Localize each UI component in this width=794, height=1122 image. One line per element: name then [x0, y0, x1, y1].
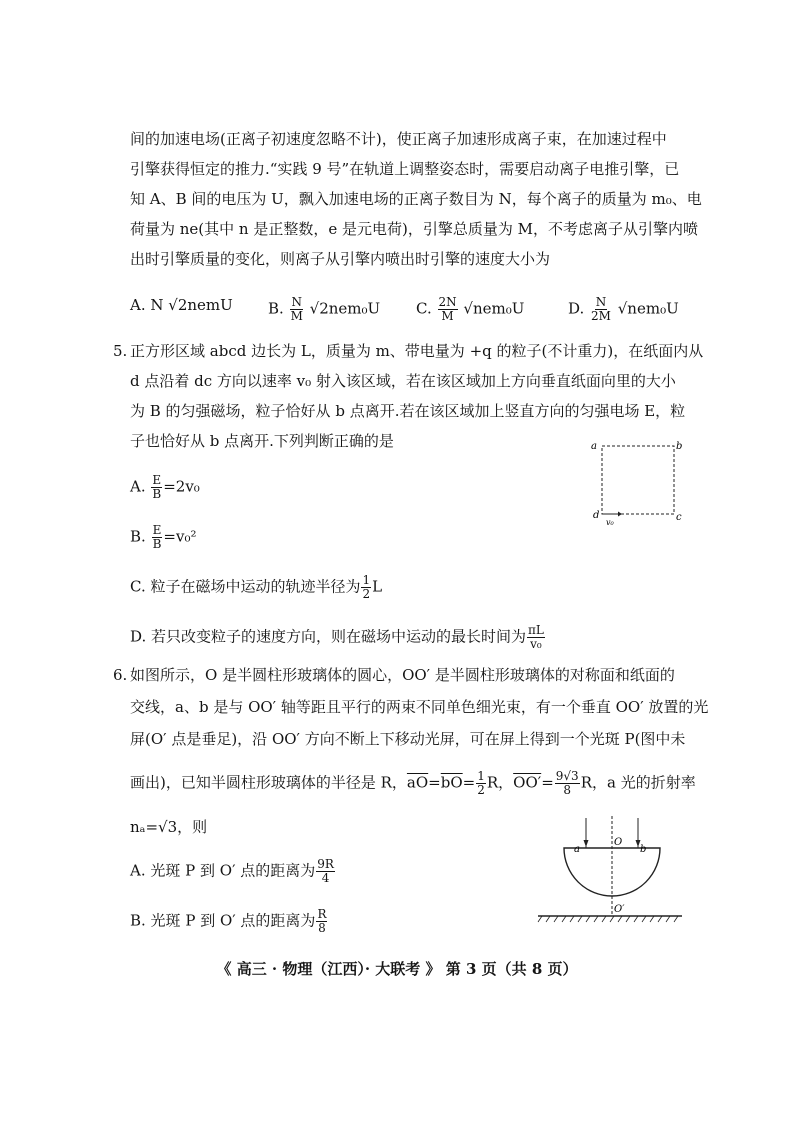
square-outline — [602, 446, 674, 514]
fraction-den: 2 — [362, 587, 371, 601]
fraction-num: πL — [528, 623, 544, 637]
equals: = — [462, 773, 476, 792]
q5-line-1: 正方形区域 abcd 边长为 L，质量为 m、带电量为 +q 的粒子(不计重力)，在纸面内从 — [130, 342, 704, 360]
label-b: b — [640, 844, 647, 855]
page-footer: 《 高三 · 物理（江西）· 大联考 》 第 3 页（共 8 页） — [216, 960, 578, 978]
q4-option-c — [416, 296, 524, 323]
beam-a-arrowhead — [584, 840, 589, 847]
fraction — [151, 474, 162, 501]
fraction-num: N — [291, 295, 302, 309]
q6-line-3: 屏(O′ 点是垂足)，沿 OO′ 方向不断上下移动光屏，可在屏上得到一个光斑 P(图中未 — [130, 730, 686, 748]
fraction-den: B — [152, 537, 162, 551]
line-text: 画出)，已知半圆柱形玻璃体的半径是 R， — [130, 773, 407, 792]
fraction — [555, 770, 580, 797]
fraction — [361, 574, 371, 601]
q6-line-4 — [130, 770, 696, 797]
velocity-arrowhead — [618, 512, 622, 517]
fraction-den: M — [441, 309, 454, 323]
fraction-num: 9R — [317, 857, 334, 871]
option-label: A. — [130, 296, 146, 314]
option-text: L — [372, 577, 383, 596]
fraction — [290, 296, 304, 323]
screen-hatching — [538, 916, 678, 922]
fraction-den: 8 — [318, 921, 326, 935]
equals: = — [428, 773, 441, 792]
fraction — [476, 770, 486, 797]
q5-option-a — [130, 474, 200, 501]
option-label: B. — [268, 299, 284, 318]
option-text: A. 光斑 P 到 O′ 点的距离为 — [130, 861, 316, 880]
option-text: =2v₀ — [163, 477, 200, 496]
equals: = — [541, 773, 554, 792]
q6-line-5: nₐ=√3，则 — [130, 818, 208, 836]
option-label: D. — [568, 299, 585, 318]
segment-ao: $\overline{aO}$ — [406, 773, 429, 792]
option-text: B. 光斑 P 到 O′ 点的距离为 — [130, 911, 316, 930]
option-label: A. — [130, 477, 146, 496]
option-text: C. 粒子在磁场中运动的轨迹半径为 — [130, 577, 361, 596]
option-text: √nem₀U — [463, 299, 525, 318]
label-a: a — [591, 441, 597, 452]
fraction-num: 2N — [438, 295, 457, 309]
q5-square-figure — [588, 438, 688, 528]
fraction-den: 2 — [477, 783, 485, 797]
label-c: c — [676, 512, 682, 523]
q5-option-c — [130, 574, 382, 601]
fraction-den: 8 — [563, 783, 572, 797]
option-text: N √2nemU — [150, 296, 233, 314]
q4-option-d — [568, 296, 679, 323]
q4-line-4: 荷量为 ne(其中 n 是正整数，e 是元电荷)，引擎总质量为 M，不考虑离子从引擎内喷 — [130, 220, 698, 238]
q4-line-1: 间的加速电场(正离子初速度忽略不计)，使正离子加速形成离子束，在加速过程中 — [130, 130, 667, 148]
segment-bo: $\overline{bO}$ — [440, 773, 463, 792]
option-text: √2nem₀U — [309, 299, 381, 318]
label-b: b — [676, 441, 683, 452]
fraction-num: 1 — [362, 573, 371, 587]
fraction — [438, 296, 458, 323]
option-text: =v₀² — [163, 527, 197, 546]
fraction — [316, 908, 327, 935]
fraction — [316, 858, 335, 885]
q6-number: 6. — [113, 666, 128, 684]
q5-line-3: 为 B 的匀强磁场，粒子恰好从 b 点离开.若在该区域加上竖直方向的匀强电场 E，粒 — [130, 402, 686, 420]
label-o: O — [614, 837, 623, 848]
q4-option-a — [130, 296, 233, 314]
option-text: D. 若只改变粒子的速度方向，则在磁场中运动的最长时间为 — [130, 627, 527, 646]
q5-number: 5. — [113, 342, 128, 360]
fraction-num: 9√3 — [555, 769, 579, 783]
q4-line-5: 出时引擎质量的变化，则离子从引擎内喷出时引擎的速度大小为 — [130, 250, 551, 268]
option-text: √nem₀U — [617, 299, 679, 318]
q4-option-b — [268, 296, 380, 323]
fraction-num: E — [152, 473, 162, 487]
fraction-num: E — [152, 523, 162, 537]
segment-oo: OO′ — [513, 773, 542, 792]
line-text: R，a 光的折射率 — [580, 773, 696, 792]
fraction-den: 4 — [321, 871, 330, 885]
q4-line-3: 知 A、B 间的电压为 U，飘入加速电场的正离子数目为 N，每个离子的质量为 m₀、电 — [130, 190, 702, 208]
q6-line-2: 交线，a、b 是与 OO′ 轴等距且平行的两束不同单色细光束，有一个垂直 OO′ 放置的光 — [130, 698, 709, 716]
q5-option-b — [130, 524, 196, 551]
label-d: d — [593, 510, 600, 521]
fraction-num: N — [595, 295, 607, 309]
fraction-den: v₀ — [530, 637, 542, 651]
label-v0: v₀ — [606, 518, 614, 527]
q6-line-1: 如图所示，O 是半圆柱形玻璃体的圆心，OO′ 是半圆柱形玻璃体的对称面和纸面的 — [130, 666, 675, 684]
option-label: C. — [416, 299, 432, 318]
q6-option-a — [130, 858, 336, 885]
q6-option-b — [130, 908, 328, 935]
fraction — [152, 524, 163, 551]
q5-line-4: 子也恰好从 b 点离开.下列判断正确的是 — [130, 432, 394, 450]
fraction-den: 2M — [591, 309, 611, 323]
fraction-num: R — [317, 907, 327, 921]
q6-semicircle-figure — [530, 812, 690, 936]
fraction-den: M — [290, 309, 303, 323]
fraction-den: B — [152, 487, 162, 501]
fraction — [527, 624, 545, 651]
q4-line-2: 引擎获得恒定的推力.“实践 9 号”在轨道上调整姿态时，需要启动离子电推引擎，已 — [130, 160, 680, 178]
q5-option-d — [130, 624, 546, 651]
fraction — [590, 296, 612, 323]
fraction-num: 1 — [477, 769, 485, 783]
label-o-prime: O′ — [614, 904, 625, 915]
option-label: B. — [130, 527, 146, 546]
q5-line-2: d 点沿着 dc 方向以速率 v₀ 射入该区域，若在该区域加上方向垂直纸面向里的大小 — [130, 372, 676, 390]
line-text: R， — [486, 773, 514, 792]
label-a: a — [574, 844, 580, 855]
